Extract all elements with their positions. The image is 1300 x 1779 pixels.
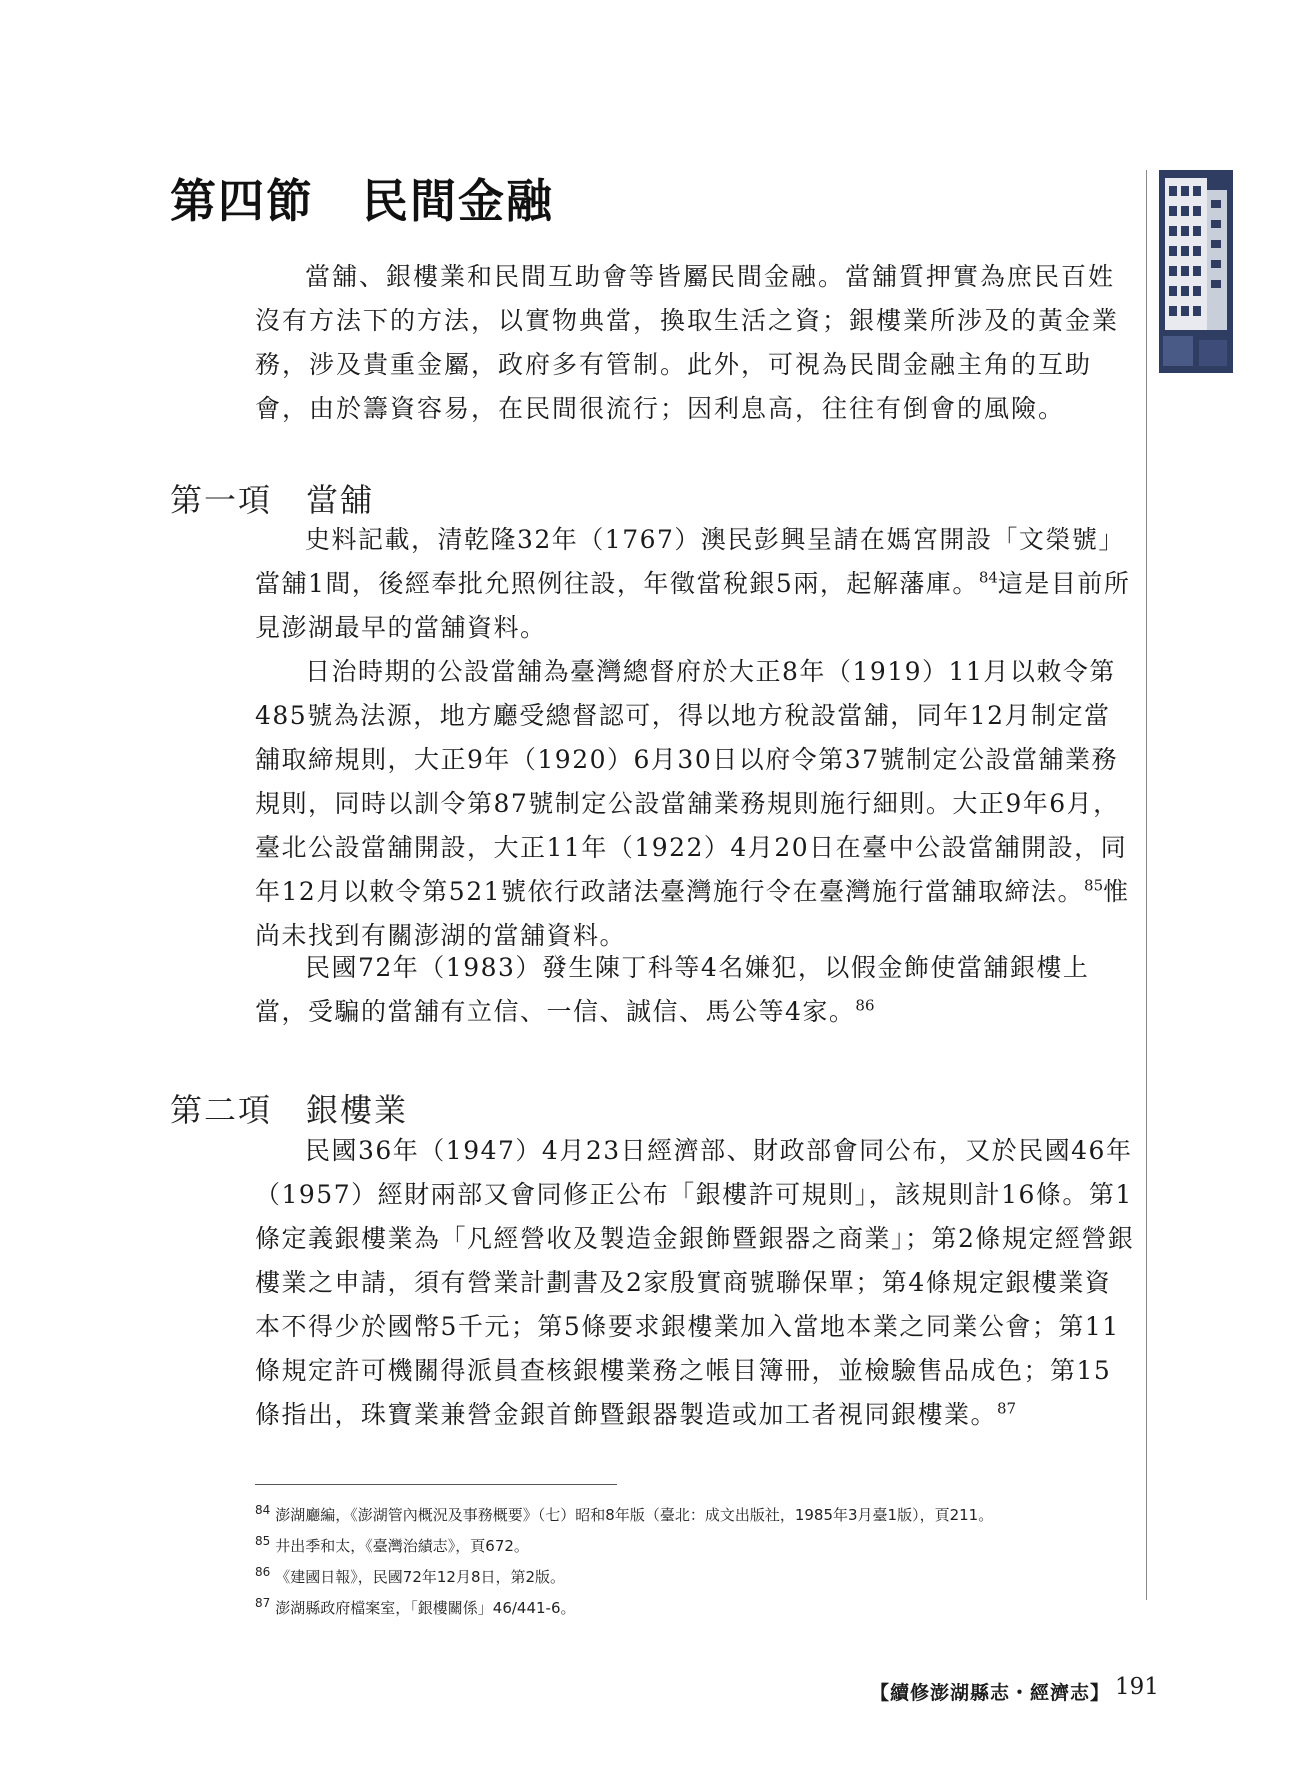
footnote-ref-84: 84 — [978, 568, 998, 587]
footnotes — [255, 1497, 1135, 1621]
item1-title: 當舖 — [306, 481, 375, 519]
footnote-87: $^{87}$ 澎湖縣政府檔案室，「銀樓關係」46/441-6。 — [255, 1596, 576, 1617]
footnote-divider — [255, 1484, 617, 1485]
building-photo-illustration — [1159, 170, 1233, 373]
item1-paragraph-2: 日治時期的公設當舖為臺灣總督府於大正8年（1919）11月以敕令第485號為法源，地方廳受總督認可，得以地方稅設當舖，同年12月制定當舖取締規則，大正9年（1920）6月30日以府令第37號制定公設當舖業務規則，同時以訓令第87號制定公設當舖業務規則施行細則。大正9年6月，臺北公設當舖開設，大正11年（1922）4月20日在臺中公設當舖開設，同年12月以敕令第521號依行政諸法臺灣施行令在臺灣施行當舖取締法。$^{85}$惟尚未找到有關澎湖的當舖資料。 — [255, 657, 1130, 950]
item1-paragraph-3: 民國72年（1983）發生陳丁科等4名嫌犯，以假金飾使當舖銀樓上當，受騙的當舖有立信、一信、誠信、馬公等4家。$^{86}$ — [255, 953, 1090, 1026]
intro-paragraph: 當舖、銀樓業和民間互助會等皆屬民間金融。當舖質押實為庶民百姓沒有方法下的方法，以實物典當，換取生活之資；銀樓業所涉及的黃金業務，涉及貴重金屬，政府多有管制。此外，可視為民間金融主角的互助會，由於籌資容易，在民間很流行；因利息高，往往有倒會的風險。 — [255, 262, 1120, 423]
item2-title: 銀樓業 — [306, 1091, 409, 1129]
footnote-85: $^{85}$ 井出季和太，《臺灣治績志》，頁672。 — [255, 1534, 529, 1555]
item1-heading — [170, 475, 374, 521]
footnote-86: $^{86}$ 《建國日報》，民國72年12月8日，第2版。 — [255, 1565, 566, 1586]
footnote-ref-85: 85 — [1084, 876, 1104, 895]
footnote-84: $^{84}$ 澎湖廳編，《澎湖管內概況及事務概要》（七）昭和8年版（臺北：成文出版社，1985年3月臺1版），頁211。 — [255, 1503, 994, 1524]
item1-number: 第一項 — [170, 481, 273, 519]
page-number: 191 — [1115, 1674, 1159, 1700]
running-footer: 【續修澎湖縣志・經濟志】 — [870, 1682, 1111, 1704]
section-number: 第四節 — [170, 174, 314, 228]
margin-rule — [1146, 170, 1147, 1600]
item2-number: 第二項 — [170, 1091, 273, 1129]
item1-paragraph-1: 史料記載，清乾隆32年（1767）澳民彭興呈請在媽宮開設「文榮號」當舖1間，後經奉批允照例往設，年徵當稅銀5兩，起解藩庫。$^{84}$這是目前所見澎湖最早的當舖資料。 — [255, 525, 1131, 642]
section-name: 民間金融 — [362, 174, 554, 228]
item2-paragraph-1: 民國36年（1947）4月23日經濟部、財政部會同公布，又於民國46年（1957）經財兩部又會同修正公布「銀樓許可規則」，該規則計16條。第1條定義銀樓業為「凡經營收及製造金銀飾暨銀器之商業」；第2條規定經營銀樓業之申請，須有營業計劃書及2家殷實商號聯保單；第4條規定銀樓業資本不得少於國幣5千元；第5條要求銀樓業加入當地本業之同業公會；第11條規定許可機關得派員查核銀樓業務之帳目簿冊，並檢驗售品成色；第15條指出，珠寶業兼營金銀首飾暨銀器製造或加工者視同銀樓業。$^{87}$ — [255, 1136, 1135, 1429]
footnote-ref-86: 86 — [855, 996, 875, 1015]
item2-heading — [170, 1085, 408, 1131]
section-title — [170, 165, 554, 231]
footnote-ref-87: 87 — [997, 1399, 1017, 1418]
building-photo — [1159, 170, 1233, 373]
